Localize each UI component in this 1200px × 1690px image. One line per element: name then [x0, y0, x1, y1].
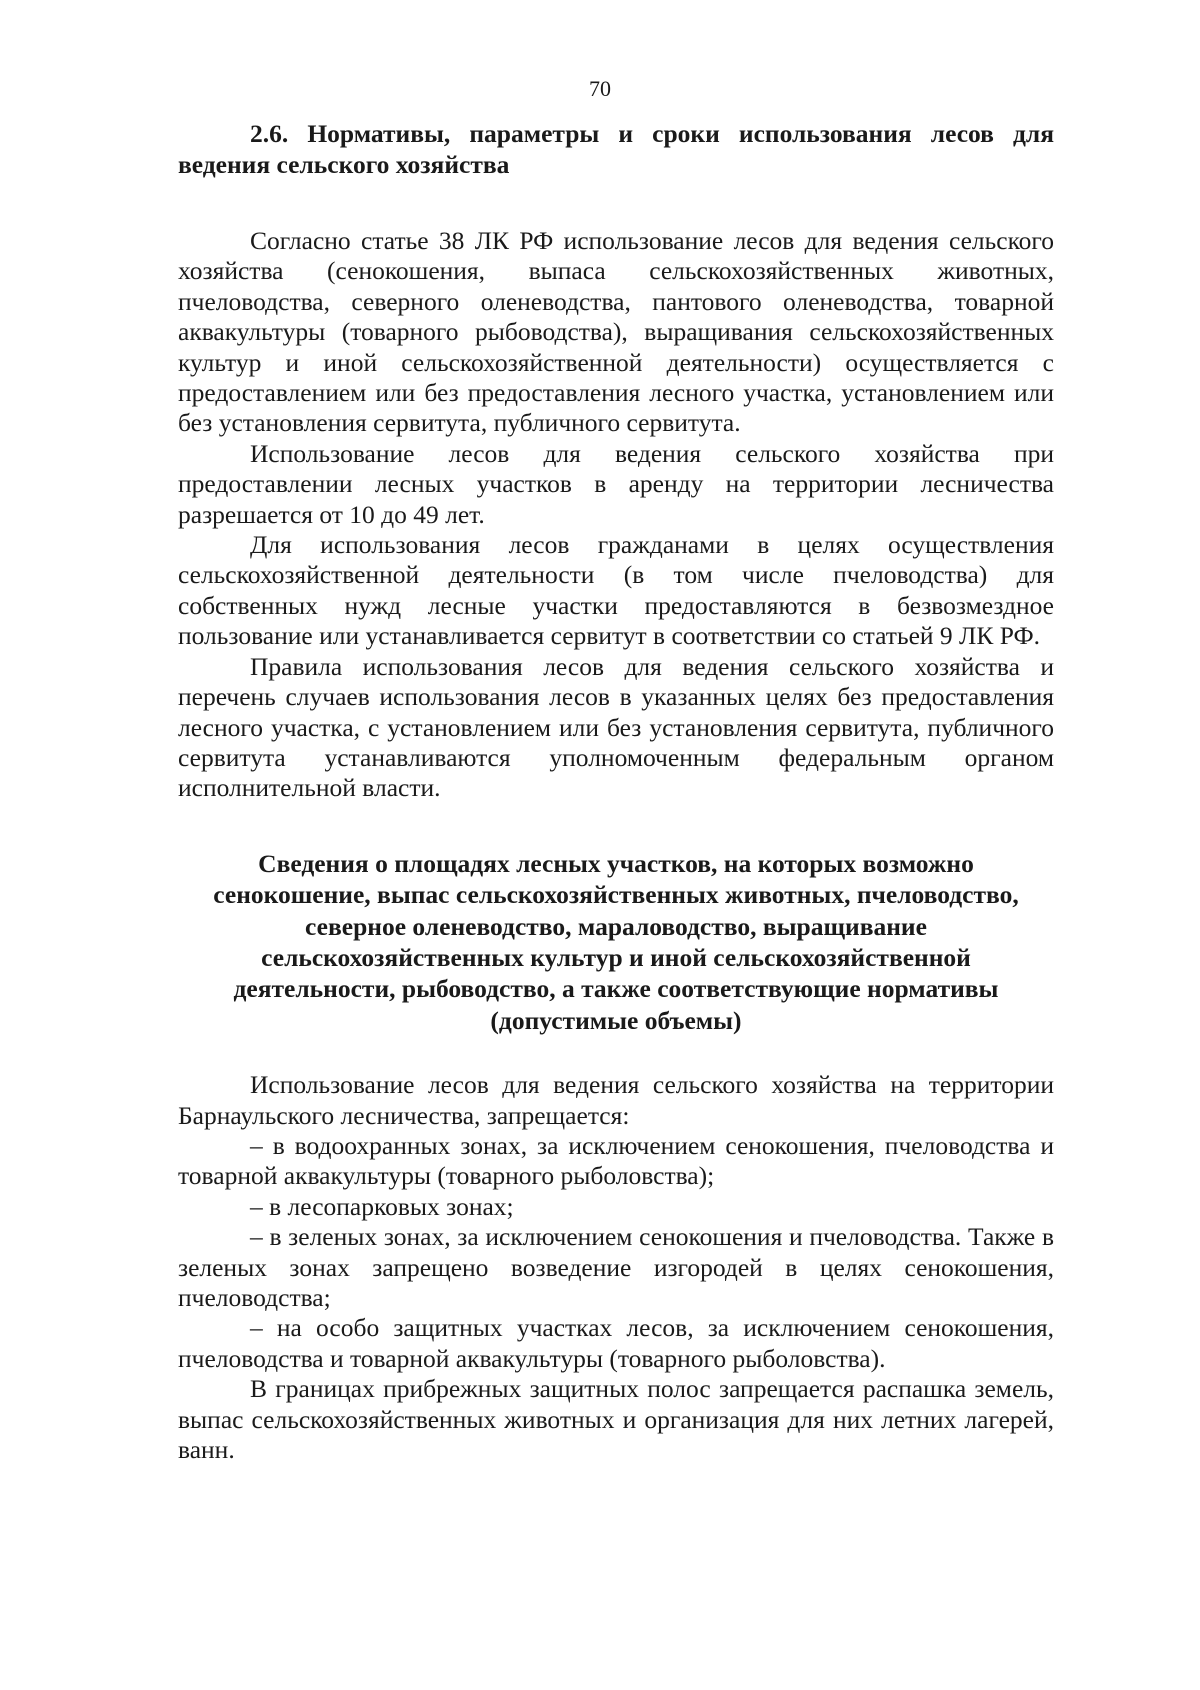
section-heading: 2.6. Нормативы, параметры и сроки использования лесов для ведения сельского хозяйства — [178, 119, 1054, 179]
paragraph-lease-term: Использование лесов для ведения сельского хозяйства при предоставлении лесных участков в аренду на территории лесничества разрешается от 10 до 49 лет. — [178, 438, 1054, 529]
paragraph-article-38: Согласно статье 38 ЛК РФ использование лесов для ведения сельского хозяйства (сенокошения, выпаса сельскохозяйственных животных, пчеловодства, северного оленеводства, пантового оленеводства, товарной аквакультуры (товарного рыбоводства), выращивания сельскохозяйственных культур и иной сельскохозяйственной деятельности) осуществляется с предоставлением или без предоставления лесного участка, установлением или без установления сервитута, публичного сервитута. — [178, 226, 1054, 438]
list-item-forest-park-zones: – в лесопарковых зонах; — [250, 1191, 514, 1221]
list-item-green-zones: – в зеленых зонах, за исключением сенокошения и пчеловодства. Также в зеленых зонах запрещено возведение изгородей в целях сенокошения, пчеловодства; — [178, 1222, 1054, 1312]
restrictions-block — [178, 1070, 1054, 1465]
page-number: 70 — [589, 76, 611, 101]
list-item-water-zones: – в водоохранных зонах, за исключением сенокошения, пчеловодства и товарной аквакультуры (товарного рыболовства); — [178, 1130, 1054, 1191]
paragraph-rules: Правила использования лесов для ведения сельского хозяйства и перечень случаев использования лесов в указанных целях без предоставления лесного участка, с установлением или без установления сервитута, публичного сервитута устанавливаются уполномоченным федеральным органом исполнительной власти. — [178, 651, 1054, 803]
paragraph-prohibition-intro: Использование лесов для ведения сельского хозяйства на территории Барнаульского лесничества, запрещается: — [178, 1070, 1054, 1130]
info-heading: Сведения о площадях лесных участков, на которых возможно сенокошение, выпас сельскохозяйственных животных, пчеловодство, северное оленеводство, мараловодство, выращивание сельскохозяйственных культур и иной сельскохозяйственной деятельности, рыбоводство, а также соответствующие нормативы (допустимые объемы) — [213, 848, 1019, 1035]
page-content — [178, 118, 1054, 1465]
paragraph-free-use: Для использования лесов гражданами в целях осуществления сельскохозяйственной деятельности (в том числе пчеловодства) для собственных нужд лесные участки предоставляются в безвозмездное пользование или устанавливается сервитут в соответствии со статьей 9 ЛК РФ. — [178, 530, 1054, 651]
intro-block — [178, 226, 1054, 804]
paragraph-coastal-strips: В границах прибрежных защитных полос запрещается распашка земель, выпас сельскохозяйственных животных и организация для них летних лагерей, ванн. — [178, 1374, 1054, 1465]
list-item-protected-areas: – на особо защитных участках лесов, за исключением сенокошения, пчеловодства и товарной аквакультуры (товарного рыболовства). — [178, 1313, 1054, 1373]
